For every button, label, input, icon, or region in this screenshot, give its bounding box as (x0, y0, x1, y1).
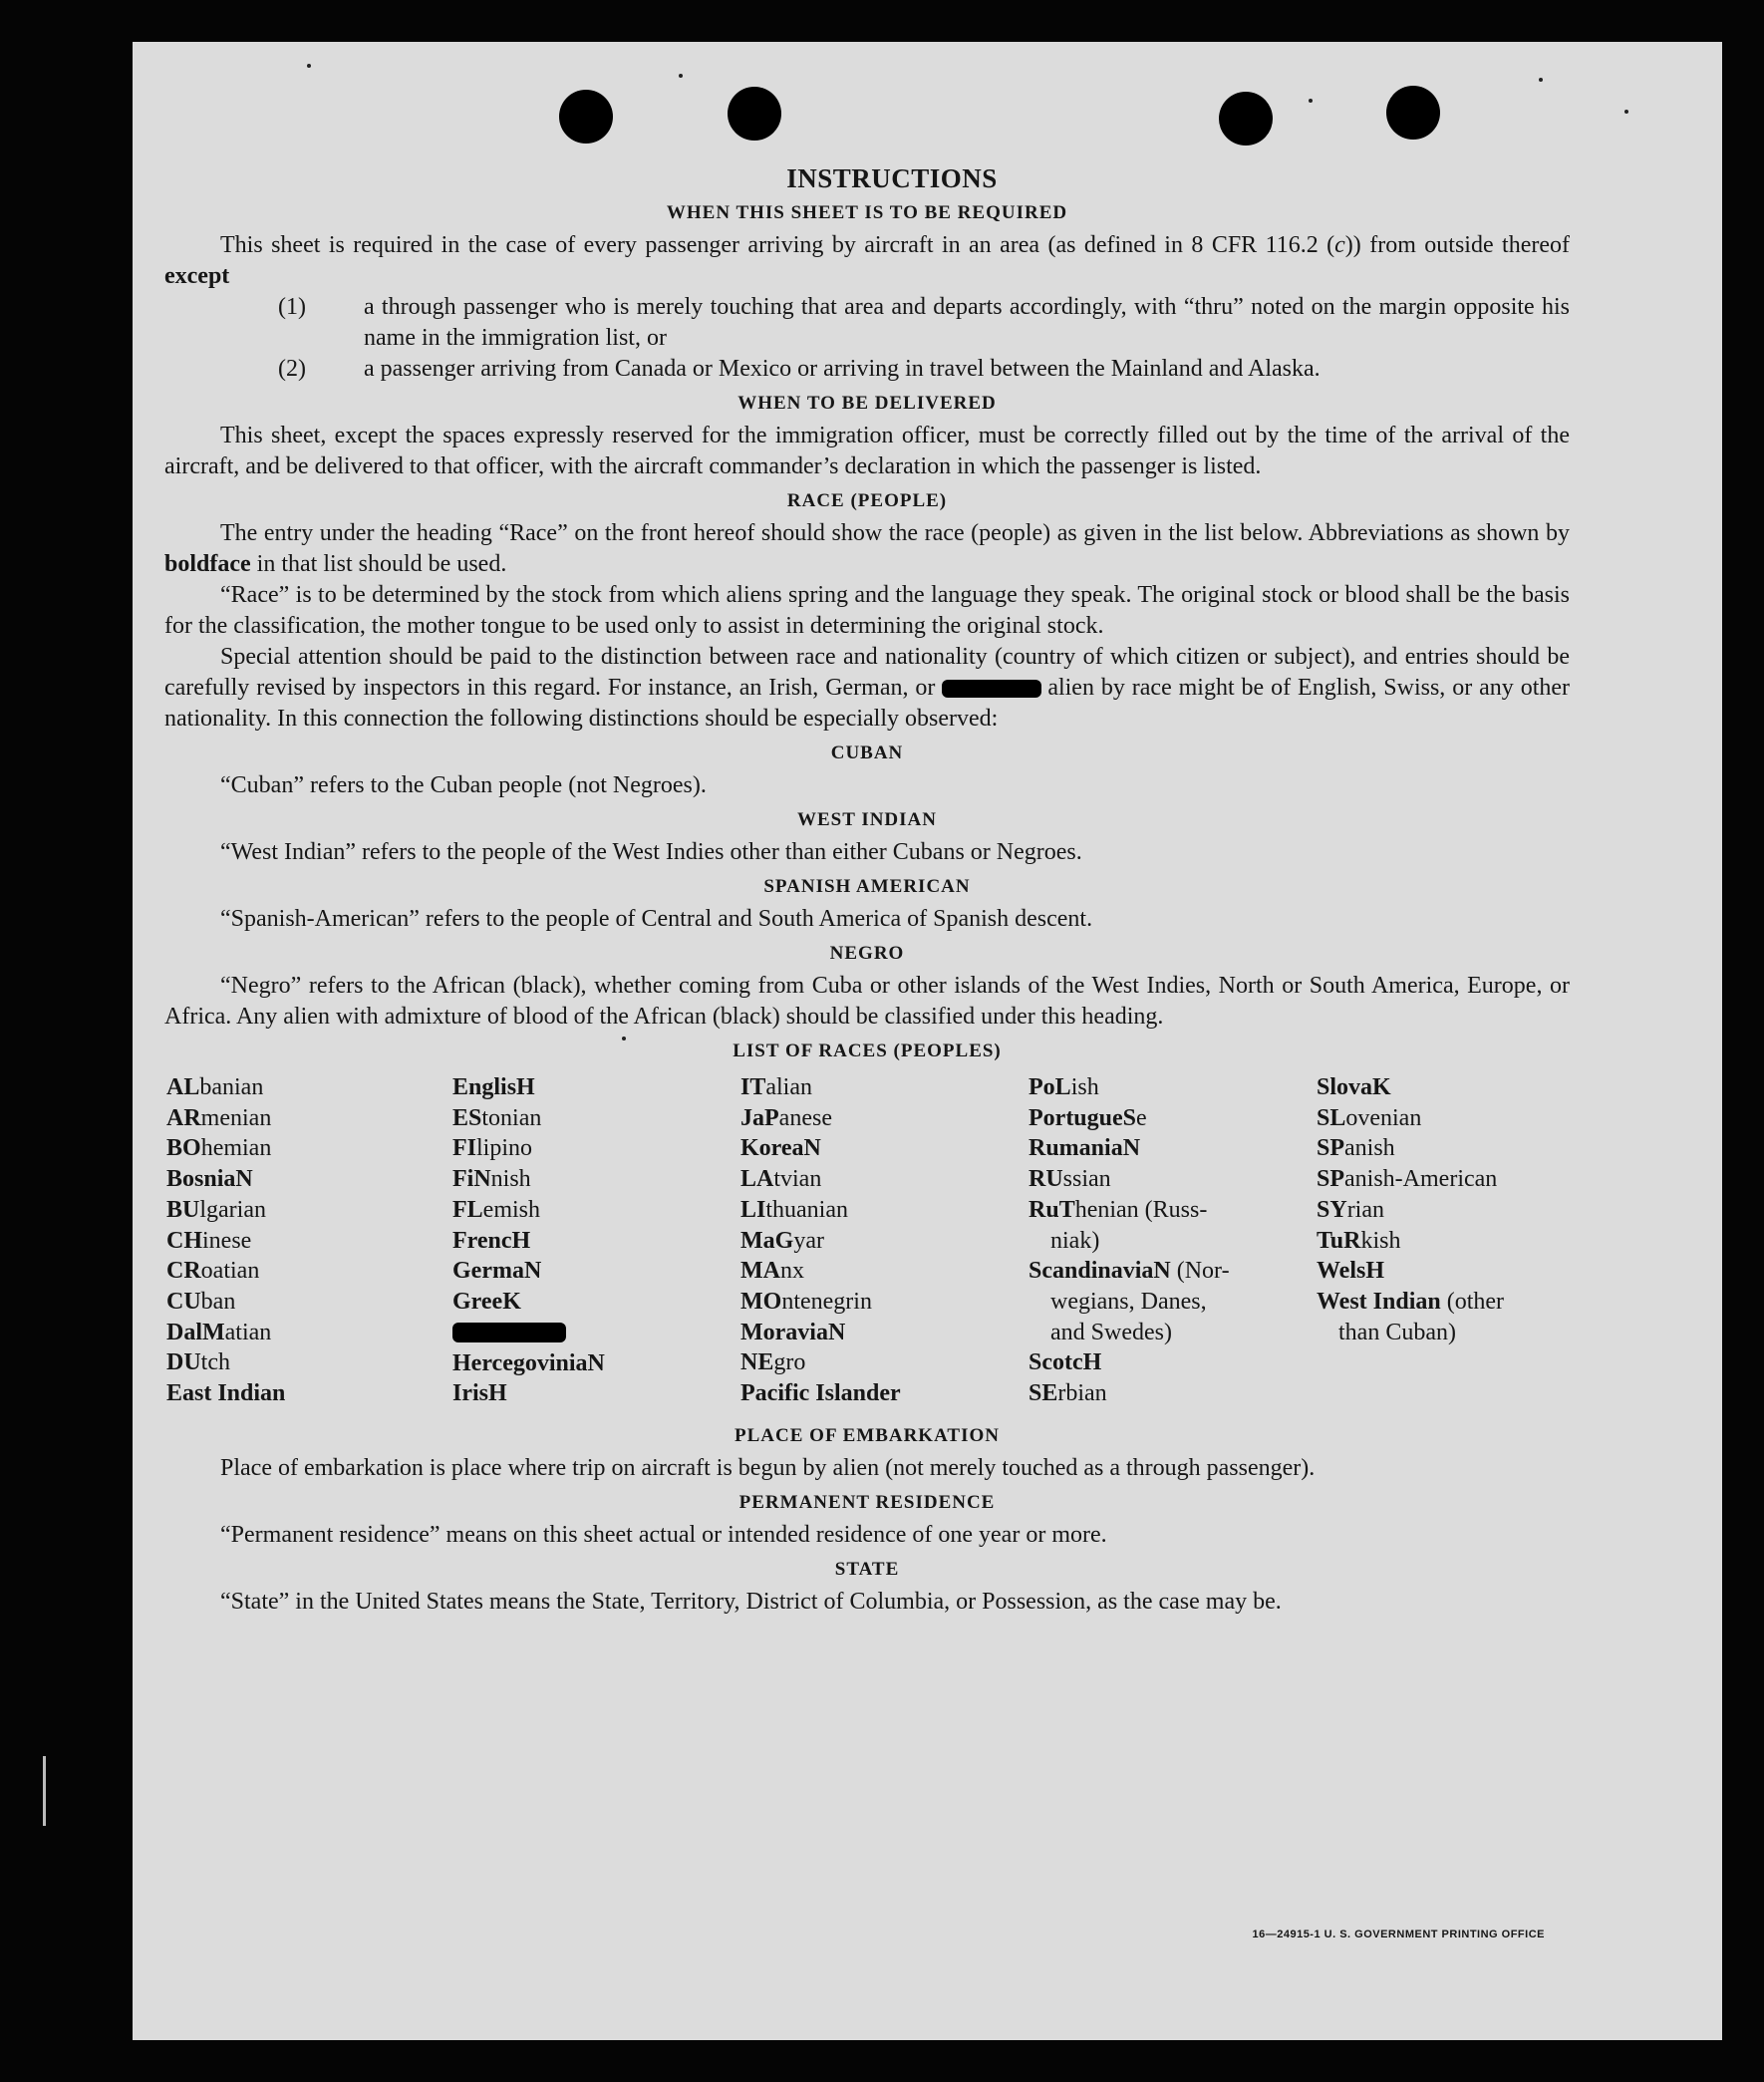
heading-when-required: WHEN THIS SHEET IS TO BE REQUIRED (666, 202, 1068, 223)
heading-state: STATE (834, 1559, 900, 1580)
race-entry: LAtvian (740, 1166, 822, 1193)
heading-cuban: CUBAN (830, 743, 904, 763)
race-entry: SlovaK (1317, 1074, 1391, 1100)
print-code-footer: 16—24915-1 U. S. GOVERNMENT PRINTING OFFICE (1252, 1929, 1545, 1940)
race-entry: BOhemian (166, 1135, 272, 1162)
heading-race: RACE (PEOPLE) (786, 490, 948, 511)
race-entry: GreeK (452, 1288, 521, 1315)
race-entry: BosniaN (166, 1166, 253, 1193)
heading-west-indian: WEST INDIAN (797, 809, 937, 830)
margin-mark (43, 1756, 46, 1826)
race-entry: MoraviaN (740, 1319, 846, 1345)
when-required-intro: This sheet is required in the case of every passenger arriving by aircraft in an area (as defined in 8 CFR 116.2 (c)) from outside thereof except (164, 232, 1570, 289)
race-entry: SYrian (1317, 1196, 1384, 1223)
instructions-content (164, 163, 1570, 1618)
races-column-3 (740, 1072, 901, 1409)
race-entry: EStonian (452, 1104, 542, 1131)
race-entry: and Swedes) (1050, 1319, 1172, 1345)
state-text: “State” in the United States means the State, Territory, District of Columbia, or Possession, as the case may be. (220, 1589, 1282, 1615)
race-entry: BUlgarian (166, 1196, 266, 1223)
races-column-4 (1029, 1072, 1230, 1409)
punch-hole (1386, 86, 1440, 140)
race-entry: FLemish (452, 1196, 540, 1223)
speck (1624, 110, 1628, 114)
punch-hole (559, 90, 613, 144)
race-entry: PortugueSe (1029, 1104, 1147, 1131)
race-paragraph-3: Special attention should be paid to the distinction between race and nationality (country of which citizen or subject), and entries should be carefully revised by inspectors in this regard. For instance, an Irish, German, or alien by race might be of English, Swiss, or any other nationality. In this connection the following distinctions should be especially observed: (164, 644, 1571, 732)
race-entry: than Cuban) (1338, 1319, 1456, 1345)
speck (307, 64, 311, 68)
race-entry: LIthuanian (740, 1196, 848, 1223)
race-entry: CRoatian (166, 1258, 260, 1285)
permanent-residence-text: “Permanent residence” means on this sheet actual or intended residence of one year or more. (220, 1522, 1107, 1548)
document-sheet (133, 42, 1722, 2040)
heading-when-delivered: WHEN TO BE DELIVERED (737, 393, 997, 414)
cuban-text: “Cuban” refers to the Cuban people (not Negroes). (220, 772, 707, 798)
heading-list-of-races: LIST OF RACES (PEOPLES) (733, 1041, 1002, 1061)
race-entry: ITalian (740, 1074, 812, 1100)
spanish-american-text: “Spanish-American” refers to the people of Central and South America of Spanish descent. (220, 906, 1093, 932)
race-entry: RuThenian (Russ- (1029, 1196, 1208, 1223)
race-entry: FiNnish (452, 1166, 531, 1193)
race-entry: GermaN (452, 1258, 542, 1285)
races-list (164, 1072, 1570, 1417)
race-entry: West Indian (other (1317, 1288, 1505, 1315)
page-title: INSTRUCTIONS (786, 163, 998, 193)
race-entry: TuRkish (1317, 1227, 1401, 1254)
race-entry: MOntenegrin (740, 1288, 872, 1315)
punch-hole (1219, 92, 1273, 146)
speck (1539, 78, 1543, 82)
race-entry: CUban (166, 1288, 236, 1315)
race-paragraph-1: The entry under the heading “Race” on the front hereof should show the race (people) as given in the list below. Abbreviations as shown by boldface in that list should be used. (164, 520, 1570, 577)
race-entry: RUssian (1029, 1166, 1111, 1193)
race-entry: SErbian (1029, 1380, 1107, 1407)
race-entry: FrencH (452, 1227, 531, 1254)
west-indian-text: “West Indian” refers to the people of the West Indies other than either Cubans or Negroes. (220, 839, 1082, 865)
when-delivered-text: This sheet, except the spaces expressly reserved for the immigration officer, must be correctly filled out by the time of the arrival of the aircraft, and be delivered to that officer, with the aircraft commander’s declaration in which the passenger is listed. (164, 423, 1570, 479)
race-entry: RumaniaN (1029, 1135, 1141, 1162)
race-entry: KoreaN (740, 1135, 821, 1162)
race-entry: PoLish (1029, 1074, 1099, 1100)
race-entry: ScandinaviaN (Nor- (1029, 1258, 1230, 1285)
embarkation-text: Place of embarkation is place where trip on aircraft is begun by alien (not merely touched as a through passenger). (220, 1455, 1316, 1481)
race-paragraph-2: “Race” is to be determined by the stock from which aliens spring and the language they speak. The original stock or blood shall be the basis for the classification, the mother tongue to be used only to assist in determining the original stock. (164, 582, 1570, 639)
race-entry: DalMatian (166, 1319, 272, 1345)
exception-item-1: (1) a through passenger who is merely touching that area and departs accordingly, with “thru” noted on the margin opposite his name in the immigration list, or (278, 294, 1570, 351)
race-entry: ScotcH (1029, 1349, 1102, 1376)
negro-text: “Negro” refers to the African (black), whether coming from Cuba or other islands of the West Indies, North or South America, Europe, or Africa. Any alien with admixture of blood of the African (black) should be classified under this heading. (164, 973, 1570, 1030)
race-entry: SPanish (1317, 1135, 1395, 1162)
heading-embarkation: PLACE OF EMBARKATION (735, 1425, 1000, 1446)
punch-hole (728, 87, 781, 141)
race-entry: FIlipino (452, 1135, 533, 1162)
race-entry: SPanish-American (1317, 1166, 1498, 1193)
race-entry: wegians, Danes, (1050, 1288, 1207, 1315)
race-entry: EnglisH (452, 1074, 535, 1100)
race-entry: ALbanian (166, 1074, 264, 1100)
race-entry: niak) (1050, 1227, 1100, 1254)
races-column-1 (166, 1072, 285, 1409)
race-entry: HercegoviniaN (452, 1349, 605, 1376)
races-column-2 (452, 1072, 605, 1409)
race-entry: MaGyar (740, 1227, 824, 1254)
race-entry: SLovenian (1317, 1104, 1422, 1131)
redaction-mark (942, 680, 1041, 698)
redaction-mark (452, 1323, 566, 1342)
exception-item-2: (2) a passenger arriving from Canada or Mexico or arriving in travel between the Mainland and Alaska. (278, 356, 1321, 382)
races-column-5 (1317, 1072, 1504, 1347)
race-entry: NEgro (740, 1349, 806, 1376)
race-entry: JaPanese (740, 1104, 832, 1131)
race-entry: IrisH (452, 1380, 507, 1407)
race-entry: Pacific Islander (740, 1380, 901, 1407)
heading-negro: NEGRO (829, 943, 905, 964)
speck (679, 74, 683, 78)
speck (1309, 99, 1313, 103)
heading-spanish-american: SPANISH AMERICAN (763, 876, 971, 897)
heading-permanent-residence: PERMANENT RESIDENCE (738, 1492, 996, 1513)
race-entry: East Indian (166, 1380, 286, 1407)
race-entry: DUtch (166, 1349, 230, 1376)
race-entry: MAnx (740, 1258, 804, 1285)
race-entry: ARmenian (166, 1104, 272, 1131)
race-entry: CHinese (166, 1227, 252, 1254)
race-entry: WelsH (1317, 1258, 1385, 1285)
